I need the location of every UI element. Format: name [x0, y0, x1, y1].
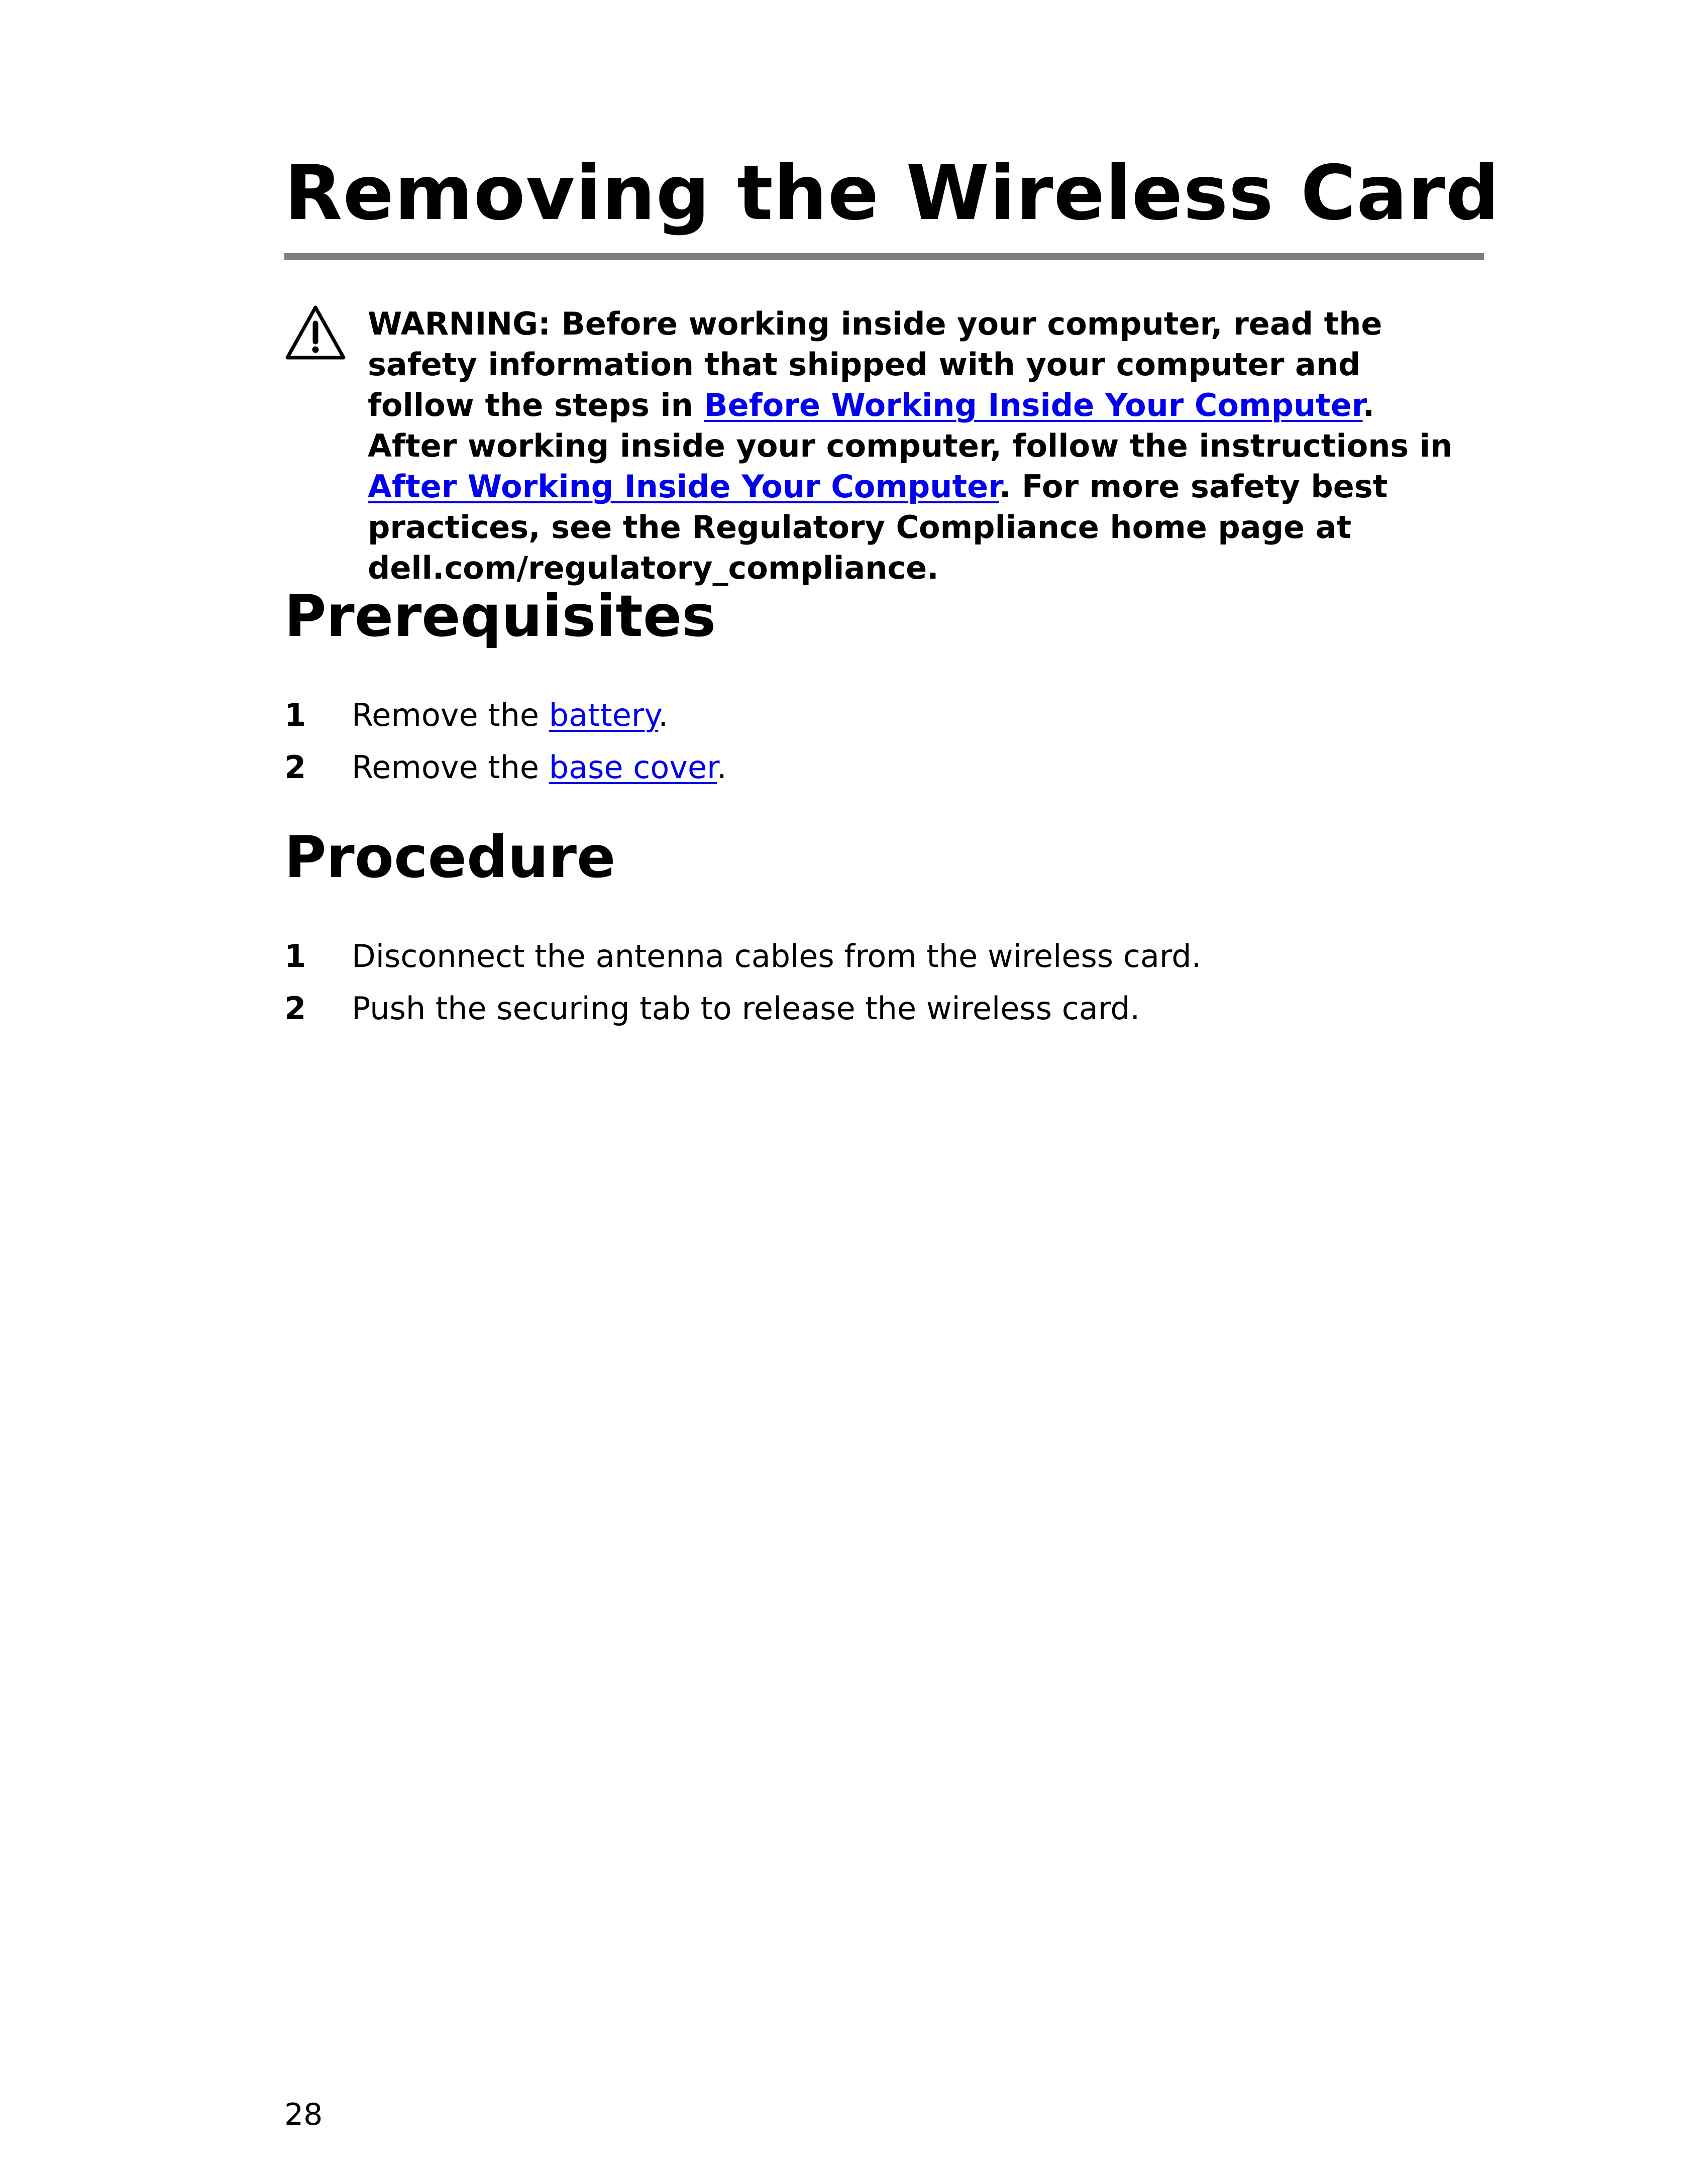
step-number: 1	[284, 938, 306, 974]
list-item	[284, 930, 1484, 983]
page-number: 28	[284, 2097, 323, 2132]
step-text-prefix: Remove the	[352, 749, 549, 786]
step-text-prefix: Remove the	[352, 697, 549, 733]
warning-text	[368, 303, 1473, 588]
step-text: Push the securing tab to release the wireless card.	[352, 990, 1140, 1027]
procedure-heading: Procedure	[284, 824, 616, 891]
step-number: 2	[284, 749, 306, 786]
title-divider	[284, 253, 1484, 260]
step-text-suffix: .	[716, 749, 727, 786]
before-working-inside-link[interactable]: Before Working Inside Your Computer	[704, 387, 1363, 423]
battery-link[interactable]: battery	[549, 697, 659, 733]
step-text	[352, 741, 727, 794]
base-cover-link[interactable]: base cover	[549, 749, 717, 786]
prerequisites-heading: Prerequisites	[284, 583, 716, 649]
page-title: Removing the Wireless Card	[284, 150, 1500, 237]
step-text: Disconnect the antenna cables from the wireless card.	[352, 938, 1202, 974]
warning-text-part: Before working inside your computer, read the safety information that shipped with your computer and follow the steps in	[368, 305, 1382, 423]
step-text	[352, 689, 668, 741]
warning-triangle-icon	[284, 303, 347, 362]
warning-text-part: . After working inside your computer, follow the instructions in	[368, 387, 1453, 464]
prerequisites-list	[284, 689, 1484, 794]
list-item	[284, 689, 1484, 741]
step-number: 1	[284, 697, 306, 733]
step-number: 2	[284, 990, 306, 1027]
list-item	[284, 983, 1484, 1035]
document-page	[284, 0, 1500, 2180]
warning-text-part: . For more safety best practices, see the Regulatory Compliance home page at dell.com/regulatory_compliance.	[368, 468, 1388, 586]
procedure-list	[284, 930, 1484, 1035]
after-working-inside-link[interactable]: After Working Inside Your Computer	[368, 468, 999, 505]
list-item	[284, 741, 1484, 794]
warning-label: WARNING:	[368, 305, 551, 342]
step-text-suffix: .	[658, 697, 668, 733]
